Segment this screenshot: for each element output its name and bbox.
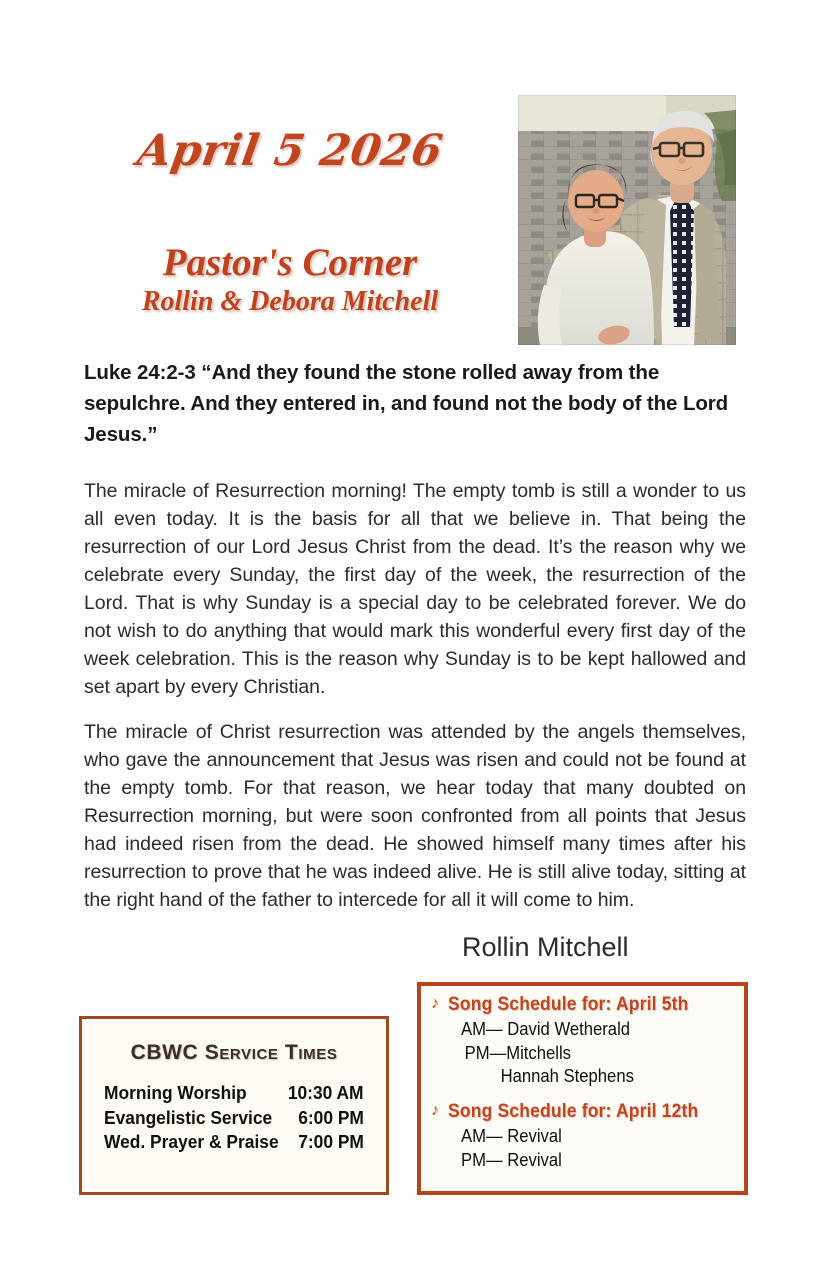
article-body (84, 478, 746, 915)
bulletin-header (0, 0, 816, 350)
song-line-extra: Hannah Stephens (500, 1065, 634, 1087)
pastor-couple-photo (518, 95, 736, 345)
service-time: 10:30 AM (288, 1082, 364, 1103)
author-signature: Rollin Mitchell (462, 932, 629, 962)
service-time: 7:00 PM (298, 1131, 364, 1153)
song-line-pm: PM—Mitchells (464, 1041, 571, 1063)
song-line-pm: PM— Revival (461, 1148, 562, 1170)
service-name: Morning Worship (104, 1082, 247, 1103)
service-row (96, 1106, 372, 1131)
song-schedule-box (417, 982, 748, 1195)
service-time: 6:00 PM (298, 1106, 364, 1128)
song-schedule-list-2 (429, 1124, 738, 1171)
service-times-box (79, 1016, 389, 1195)
article-paragraph-1: The miracle of Resurrection morning! The empty tomb is still a wonder to us all even today. It is the basis for all that we believe in. That being the resurrection of our Lord Jesus Christ from the dead. It’s the reason why we celebrate every Sunday, the first day of the week, the resurrection of the Lord. That is why Sunday is a special day to be celebrated forever. We do not wish to do anything that would mark this wonderful every first day of the week celebration. This is the reason why Sunday is to be kept hallowed and set apart by every Christian. (84, 480, 746, 698)
bulletin-date-title: April 5 2026 (133, 126, 447, 176)
photo-artwork (518, 95, 736, 345)
service-times-rows (96, 1081, 372, 1155)
song-line-am: AM— Revival (461, 1125, 562, 1147)
scripture-verse: Luke 24:2-3 “And they found the stone rolled away from the sepulchre. And they entered in, and found not the body of the Lord Jesus.” (84, 361, 729, 446)
service-row (96, 1130, 372, 1155)
song-line-am: AM— David Wetherald (461, 1018, 631, 1039)
song-schedule-heading-2: ♪ Song Schedule for: April 12th (431, 1101, 699, 1123)
page-title: Pastor's Corner (162, 241, 418, 284)
service-name: Wed. Prayer & Praise (104, 1131, 279, 1153)
music-note-icon: ♪ (431, 1102, 439, 1120)
song-schedule-list-1 (429, 1017, 738, 1088)
service-name: Evangelistic Service (104, 1106, 273, 1128)
pastor-names-subtitle: Rollin & Debora Mitchell (141, 286, 439, 317)
song-schedule-heading-1: ♪ Song Schedule for: April 5th (431, 994, 689, 1015)
music-note-icon: ♪ (431, 995, 439, 1012)
service-times-title: CBWC Service Times (130, 1041, 338, 1064)
article-paragraph-2: The miracle of Christ resurrection was attended by the angels themselves, who gave the announcement that Jesus was risen and could not be found at the empty tomb. For that reason, we hear today that many doubted on Resurrection morning, but were soon confronted from all points that Jesus had indeed risen from the dead. He showed himself many times after his resurrection to prove that he was indeed alive. He is still alive today, sitting at the right hand of the father to intercede for all it will come to him. (84, 720, 746, 911)
service-row (96, 1081, 372, 1106)
